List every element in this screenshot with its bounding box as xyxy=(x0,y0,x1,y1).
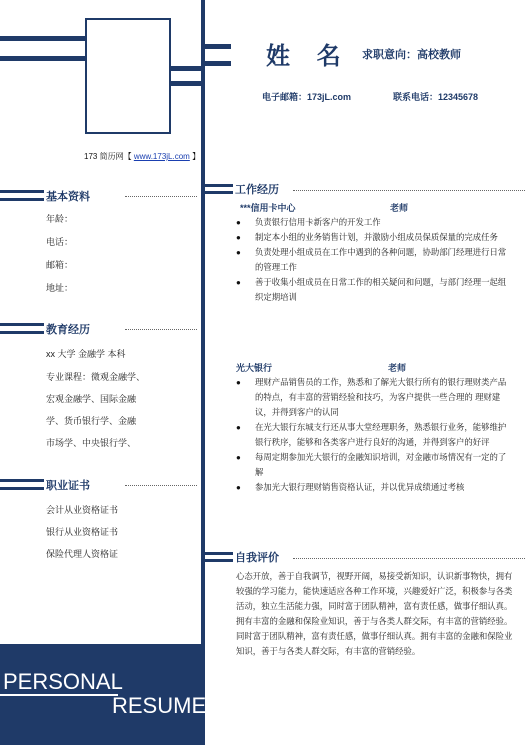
education-line: 专业课程：微观金融学、 xyxy=(46,372,146,382)
phone-text: 联系电话：12345678 xyxy=(393,92,479,102)
banner-word-resume: RESUME xyxy=(112,693,207,718)
bullet-item: ● 理财产品销售员的工作，熟悉和了解光大银行所有的银行理财类产品的特点，有丰富的营销经验和技巧，为客户提供一些合理的 理财建议，并得到客户的认同 xyxy=(236,375,514,420)
bullet-item: ● 参加光大银行理财销售资格认证，并以优异成绩通过考核 xyxy=(236,480,514,495)
decorative-bar xyxy=(205,61,231,66)
section-title: 工作经历 xyxy=(235,184,279,196)
bullet-item: ● 每周定期参加光大银行的金融知识培训，对金融市场情况有一定的了解 xyxy=(236,450,514,480)
education-line: xx 大学 金融学 本科 xyxy=(46,349,126,359)
basic-line: 年龄： xyxy=(46,214,74,224)
certificate-line: 会计从业资格证书 xyxy=(46,505,119,515)
basic-line: 电话： xyxy=(46,237,74,247)
main-vertical-rule xyxy=(201,0,205,745)
decorative-bar xyxy=(0,36,85,41)
section-title: 基本资料 xyxy=(46,191,90,203)
bullet-item: ● 负责银行信用卡新客户的开发工作 xyxy=(236,215,514,230)
bullet-item: ● 负责处理小组成员在工作中遇到的各种问题，协助部门经理进行日常的管理工作 xyxy=(236,245,514,275)
decorative-bar xyxy=(171,66,201,71)
certificate-line: 银行从业资格证书 xyxy=(46,527,119,537)
job-company: 光大银行 xyxy=(236,363,273,373)
bullet-item: ● 制定本小组的业务销售计划，并激励小组成员保质保量的完成任务 xyxy=(236,230,514,245)
basic-line: 邮箱： xyxy=(46,260,74,270)
banner-word-personal: PERSONAL xyxy=(3,669,123,694)
decorative-bar xyxy=(171,81,201,86)
basic-line: 地址： xyxy=(46,283,74,293)
education-line: 市场学、中央银行学、 xyxy=(46,438,137,448)
banner-divider xyxy=(0,694,118,696)
decorative-bar xyxy=(205,44,231,49)
section-title: 自我评价 xyxy=(235,552,279,564)
site-prefix: 173 简历网【 xyxy=(84,152,132,161)
section-self-eval xyxy=(205,549,529,567)
resume-name: 姓 名 xyxy=(266,43,351,70)
education-line: 宏观金融学、国际金融 xyxy=(46,394,137,404)
job-bullets xyxy=(236,375,514,495)
certificate-line: 保险代理人资格证 xyxy=(46,549,119,559)
job-role: 老师 xyxy=(390,203,409,213)
section-basic-info xyxy=(0,187,201,205)
education-line: 学、货币银行学、金融 xyxy=(46,416,137,426)
job-company: ***信用卡中心 xyxy=(240,203,296,213)
section-work xyxy=(205,181,529,199)
section-education xyxy=(0,320,201,338)
self-eval-text: 心态开放，善于自我调节，视野开阔，易接受新知识，认识新事物快，拥有较强的学习能力，能快速适应各种工作环境，兴趣爱好广泛，积极参与各类活动，独立生活能力强，同时富于团队精神，富有责任感，做事仔细认真。拥有丰富的金融和保险业知识，善于与各类人群交际，有丰富的营销经验。同时富于团队精神，富有责任感，做事仔细认真。拥有丰富的金融和保险业知识，善于与各类人群交际，有丰富的营销经验。 xyxy=(236,571,513,656)
site-link[interactable]: www.173jL.com xyxy=(133,152,190,161)
bullet-item: ● 善于收集小组成员在日常工作的相关疑问和问题，与部门经理一起组织定期培训 xyxy=(236,275,514,305)
section-title: 职业证书 xyxy=(46,480,90,492)
personal-resume-banner xyxy=(0,644,205,745)
section-title: 教育经历 xyxy=(46,324,90,336)
job-role: 老师 xyxy=(388,363,407,373)
job-intent: 求职意向：高校教师 xyxy=(362,49,461,61)
decorative-bar xyxy=(0,56,85,61)
section-certificates xyxy=(0,476,201,494)
job-bullets xyxy=(236,215,514,305)
photo-frame xyxy=(85,18,171,134)
email-text: 电子邮箱：173jL.com xyxy=(262,92,352,102)
site-suffix: 】 xyxy=(192,152,201,161)
site-note xyxy=(84,151,200,162)
bullet-item: ● 在光大银行东城支行还从事大堂经理职务，熟悉银行业务，能够维护银行秩序，能够和各类客户进行良好的沟通，并得到客户的好评 xyxy=(236,420,514,450)
